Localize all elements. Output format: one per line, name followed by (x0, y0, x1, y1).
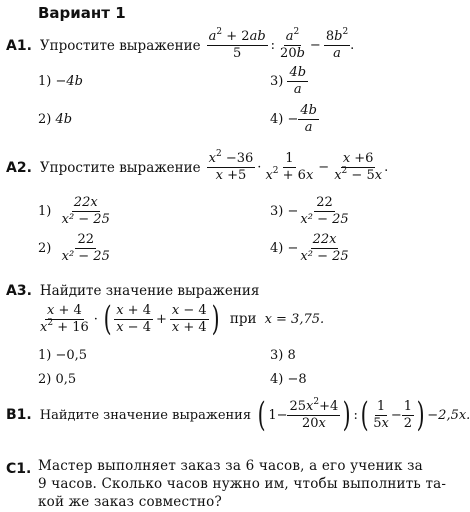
a2-option-1: 1) $\frac{22x}{\text{x² − 25}}$ (38, 195, 110, 227)
a2-expression-fraction-1: $\frac{x^2 -36}{x +5}$ (208, 149, 254, 183)
task-a1: А1. Упростите выражение $\frac{a^2 + 2ab}{5}$ : $\frac{a^2}{20b}$ − $\frac{8b^2}{a}$ . (6, 27, 355, 61)
a3-option-1: 1) −0,5 (38, 348, 88, 363)
a2-expression-fraction-2: $\frac{1}{x^2 + 6x}$ (265, 151, 314, 183)
task-a2-prompt: Упростите выражение (39, 159, 201, 176)
task-a1-label: А1. (6, 37, 32, 54)
a3-option-3: 3) 8 (270, 348, 296, 363)
a2-expression-fraction-3: $\frac{x +6}{x^2 - 5x}$ (334, 151, 383, 183)
a3-condition: при (229, 311, 257, 327)
a3-value: x = 3,75. (264, 311, 325, 327)
a2-option-4: 4) − $\frac{22x}{\text{x² − 25}}$ (270, 232, 349, 264)
task-a2: А2. Упростите выражение $\frac{x^2 -36}{x +5}$ · $\frac{1}{x^2 + 6x}$ − $\frac{x +6}{x^2 - 5x}$ . (6, 149, 389, 183)
a3-expression: $\frac{x + 4}{x^2 + 16}$ · ( $\frac{x + 4}{x - 4}$ + $\frac{x - 4}{x + 4}$ ) при x = 3,75. (40, 299, 325, 339)
task-a3-prompt: Найдите значение выражения (39, 283, 260, 299)
task-c1-line-1: Мастер выполняет заказ за 6 часов, а его ученик за (38, 458, 423, 474)
task-c1-label: С1. (6, 461, 32, 477)
a1-option-2: 2) 4b (38, 112, 73, 127)
task-a3-label: А3. (6, 283, 32, 299)
a1-expression-fraction-1: $\frac{a^2 + 2ab}{5}$ (208, 27, 266, 61)
task-c1 (6, 458, 31, 477)
a1-option-1: 1) −4b (38, 74, 83, 89)
task-a1-prompt: Упростите выражение (39, 37, 201, 54)
b1-tail: −2,5x. (427, 407, 470, 423)
a1-expression-fraction-3: $\frac{8b^2}{a}$ (325, 27, 349, 61)
a3-option-4: 4) −8 (270, 372, 307, 387)
a2-option-3: 3) − $\frac{22}{\text{x² − 25}}$ (270, 195, 349, 227)
a1-expression-fraction-2: $\frac{a^2}{20b}$ (280, 27, 305, 61)
variant-title: Вариант 1 (38, 4, 126, 22)
task-b1-label: В1. (6, 407, 32, 423)
task-c1-line-3: кой же заказ совместно? (38, 494, 222, 510)
b1-expression: ( 1− $\frac{25x^2+4}{20x}$ ) : ( $\frac{1}{5x}$ − $\frac{1}{2}$ ) −2,5x. (257, 395, 470, 435)
a1-option-3: 3) $\frac{4b}{a}$ (270, 65, 307, 97)
a3-option-2: 2) 0,5 (38, 372, 77, 387)
task-b1 (6, 395, 470, 435)
task-a3 (6, 283, 259, 299)
task-c1-line-2: 9 часов. Сколько часов нужно им, чтобы выполнить та- (38, 476, 447, 492)
task-a2-label: А2. (6, 159, 32, 176)
task-b1-prompt: Найдите значение выражения (39, 407, 252, 423)
a1-option-4: 4) − $\frac{4b}{a}$ (270, 103, 317, 135)
a2-option-2: 2) $\frac{22}{\text{x² − 25}}$ (38, 232, 110, 264)
